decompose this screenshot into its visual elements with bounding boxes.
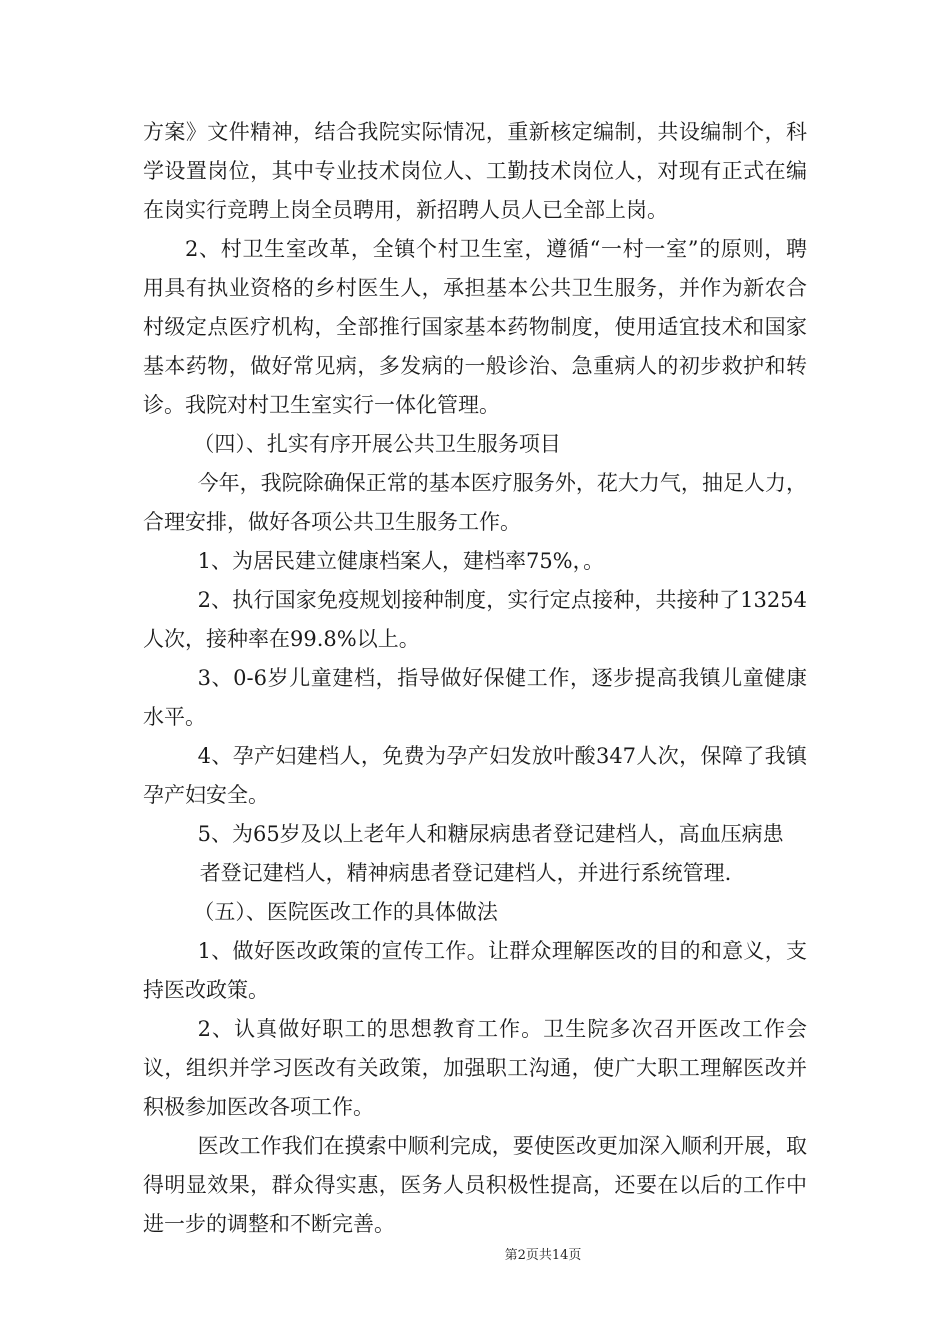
- list-item-maternal-health: 4、孕产妇建档人，免费为孕产妇发放叶酸347人次，保障了我镇孕产妇安全。: [143, 744, 807, 807]
- paragraph-public-health-intro: 今年，我院除确保正常的基本医疗服务外，花大力气，抽足人力，合理安排，做好各项公共卫生服务工作。: [143, 471, 807, 534]
- section-heading-4: （四）、扎实有序开展公共卫生服务项目: [193, 432, 561, 456]
- list-item-policy-publicity: 1、做好医改政策的宣传工作。让群众理解医改的目的和意义，支持医改政策。: [143, 939, 807, 1002]
- page-number-footer: 第2页共14页: [504, 1248, 582, 1263]
- list-item-vaccination: 2、执行国家免疫规划接种制度，实行定点接种，共接种了13254人次，接种率在99.8%以上。: [143, 588, 807, 651]
- list-item-elderly-records: 5、为65岁及以上老年人和糖尿病患者登记建档人，高血压病患: [197, 822, 784, 846]
- paragraph-village-clinic-reform: 2、村卫生室改革，全镇个村卫生室，遵循“一村一室”的原则，聘用具有执业资格的乡村医生人，承担基本公共卫生服务，并作为新农合村级定点医疗机构，全部推行国家基本药物制度，使用适宜技术和国家基本药物，做好常见病，多发病的一般诊治、急重病人的初步救护和转诊。我院对村卫生室实行一体化管理。: [143, 237, 807, 417]
- paragraph-staffing: 方案》文件精神，结合我院实际情况，重新核定编制，共设编制个，科学设置岗位，其中专业技术岗位人、工勤技术岗位人，对现有正式在编在岗实行竞聘上岗全员聘用，新招聘人员人已全部上岗。: [143, 120, 807, 222]
- list-item-child-health: 3、0-6岁儿童建档，指导做好保健工作，逐步提高我镇儿童健康水平。: [143, 666, 807, 729]
- section-heading-5: （五）、医院医改工作的具体做法: [193, 900, 498, 924]
- list-item-staff-education: 2、认真做好职工的思想教育工作。卫生院多次召开医改工作会议，组织并学习医改有关政策，加强职工沟通，使广大职工理解医改并积极参加医改各项工作。: [143, 1017, 807, 1119]
- list-item-health-records: 1、为居民建立健康档案人，建档率75%，。: [197, 549, 605, 573]
- document-body: [143, 113, 807, 1244]
- list-item-elderly-records-cont: 者登记建档人，精神病患者登记建档人，并进行系统管理.: [199, 861, 732, 885]
- paragraph-conclusion: 医改工作我们在摸索中顺利完成，要使医改更加深入顺利开展，取得明显效果，群众得实惠，医务人员积极性提高，还要在以后的工作中进一步的调整和不断完善。: [143, 1134, 807, 1236]
